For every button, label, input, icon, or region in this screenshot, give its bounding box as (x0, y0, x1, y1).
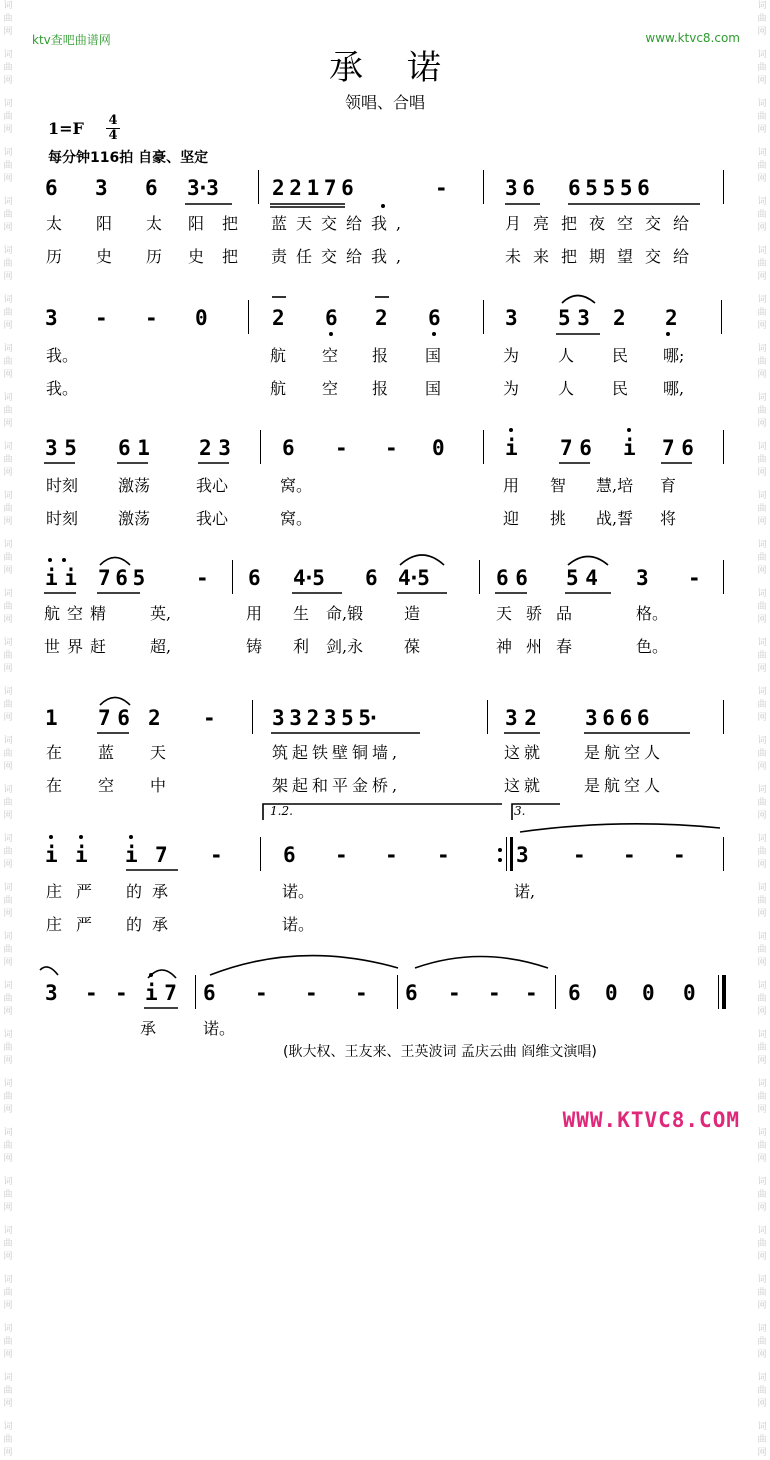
lyric: 造 (404, 604, 421, 623)
lyric: 我。 (46, 346, 79, 365)
lyric: 时刻 (46, 476, 79, 495)
watermark-text: 词 曲 网 (3, 883, 13, 919)
lyric: 是航空人 (584, 776, 665, 795)
lyric: 月亮把夜空交给 (505, 214, 702, 233)
lyric: 哪; (663, 346, 685, 365)
watermark-text: 词 曲 网 (3, 99, 13, 135)
lyric: 太 (146, 214, 163, 233)
lyric: 诺。 (203, 1019, 236, 1038)
notes-row-6 (0, 843, 770, 873)
watermark-text: 词 曲 网 (3, 687, 13, 723)
lyric: 史把 (188, 247, 257, 266)
lyric: 严 (76, 915, 93, 934)
note-group: 6 (365, 566, 378, 590)
note-group: 3 (45, 981, 58, 1005)
note-group: 7 6 (98, 706, 127, 730)
note-group: - (385, 436, 398, 460)
lyric: 剑,永 (326, 637, 364, 656)
watermark-text: 词 曲 网 (757, 736, 767, 772)
notes-row-2 (0, 306, 770, 336)
notes-row-5 (0, 706, 770, 736)
lyric: 航空精 (44, 604, 114, 623)
note-group: - (488, 981, 501, 1005)
tie (415, 957, 548, 969)
note-group: 6 (248, 566, 261, 590)
lyric: 空 (322, 346, 339, 365)
bar-line (252, 700, 253, 734)
lyrics-row-6-verse-1 (0, 879, 770, 903)
note-group: 5 3 (558, 306, 587, 330)
lyric: 的承 (126, 882, 179, 901)
watermark-text: 词 曲 网 (757, 295, 767, 331)
note-group: 6 6 (496, 566, 525, 590)
watermark-text: 词 曲 网 (3, 1, 13, 37)
lyric: 严 (76, 882, 93, 901)
lyric: 神州春 (496, 637, 587, 656)
lyric: 激荡 (118, 476, 151, 495)
note-group: 3 6 (505, 176, 531, 200)
bar-line (260, 430, 261, 464)
note-group: 3 (516, 843, 529, 867)
lyric: 诺, (514, 882, 536, 901)
lyric: 筑起铁壁铜墙, (272, 743, 402, 762)
watermark-text: 词 曲 网 (3, 638, 13, 674)
lyric: 激荡 (118, 509, 151, 528)
lyrics-row-4-verse-1 (0, 601, 770, 625)
watermark-text: 词 曲 网 (757, 1079, 767, 1115)
time-signature-bottom: 4 (106, 128, 120, 143)
bar-line (483, 170, 484, 204)
note-group: - (196, 566, 209, 590)
note-group: - (145, 306, 158, 330)
bar-line (479, 560, 480, 594)
lyrics-row-5-verse-2 (0, 773, 770, 797)
final-bar-line (718, 975, 719, 1009)
bar-line (723, 700, 724, 734)
high-octave-dot (627, 428, 631, 432)
note-group: i (623, 436, 636, 460)
note-group: 2 2 1 7 6 (272, 176, 350, 200)
watermark-text: 词 曲 网 (757, 393, 767, 429)
lyrics-row-6-verse-2 (0, 912, 770, 936)
high-octave-dot (48, 558, 52, 562)
lyric: 迎 (503, 509, 520, 528)
lyric: 葆 (404, 637, 421, 656)
lyric: 时刻 (46, 509, 79, 528)
watermark-text: 词 曲 网 (757, 1226, 767, 1262)
lyric: 我。 (46, 379, 79, 398)
lyric: 格。 (636, 604, 669, 623)
lyric: 未来把期望交给 (505, 247, 702, 266)
note-group: 6 (45, 176, 58, 200)
watermark-text: 词 曲 网 (3, 1226, 13, 1262)
watermark-text: 词 曲 网 (757, 1422, 767, 1458)
lyric: 挑 (550, 509, 567, 528)
lyrics-row-1-verse-2 (0, 244, 770, 268)
watermark-text: 词 曲 网 (3, 246, 13, 282)
note-group: 2 (665, 306, 678, 330)
watermark-text: 词 曲 网 (757, 197, 767, 233)
watermark-text: 词 曲 网 (757, 883, 767, 919)
watermark-text: 词 曲 网 (3, 1128, 13, 1164)
watermark-text: 词 曲 网 (757, 932, 767, 968)
lyric: 历 (146, 247, 163, 266)
lyric: 生 (293, 604, 310, 623)
notes-row-3 (0, 436, 770, 466)
watermark-text: 词 曲 网 (3, 1030, 13, 1066)
lyric: 铸 (246, 637, 263, 656)
note-group: - (115, 981, 128, 1005)
lyric: 庄 (46, 882, 63, 901)
watermark-text: 词 曲 网 (3, 540, 13, 576)
slur (100, 698, 130, 706)
lyric: 报 (372, 379, 389, 398)
lyrics-row-4-verse-2 (0, 634, 770, 658)
bar-line (723, 560, 724, 594)
note-group: 0 (605, 981, 618, 1005)
time-signature (106, 114, 120, 143)
note-group: 6 (405, 981, 418, 1005)
note-group: 3 (95, 176, 108, 200)
lyric: 国 (425, 346, 442, 365)
key-signature: 1=F (48, 119, 84, 138)
lyric: 太 (46, 214, 63, 233)
watermark-text: 词 曲 网 (757, 687, 767, 723)
watermark-text: 词 曲 网 (3, 1275, 13, 1311)
slur (568, 557, 608, 566)
note-group: 2 (148, 706, 161, 730)
note-group: i (125, 843, 138, 867)
watermark-text: 词 曲 网 (3, 442, 13, 478)
tie (520, 824, 720, 832)
volta-bracket-1-2 (263, 804, 502, 820)
lyric: 英, (150, 604, 172, 623)
lyric: 将 (660, 509, 677, 528)
note-group: 0 (432, 436, 445, 460)
note-group: i (75, 843, 88, 867)
high-octave-dot (62, 558, 66, 562)
watermark-text: 词 曲 网 (3, 1422, 13, 1458)
note-group: 4·5 (398, 566, 427, 590)
volta-ending-3: 3. (514, 804, 526, 818)
watermark-text: 词 曲 网 (757, 99, 767, 135)
lyrics-row-3-verse-2 (0, 506, 770, 530)
lyrics-row-5-verse-1 (0, 740, 770, 764)
note-group: - (210, 843, 223, 867)
watermark-text: 词 曲 网 (757, 50, 767, 86)
watermark-text: 词 曲 网 (757, 1128, 767, 1164)
watermark-text: 词 曲 网 (757, 1030, 767, 1066)
note-group: 2 (272, 306, 285, 330)
song-title: 承诺 (329, 48, 485, 88)
note-group: 4·5 (293, 566, 322, 590)
watermark-text: 词 曲 网 (3, 589, 13, 625)
watermark-text: 词 曲 网 (757, 148, 767, 184)
lyric: 蓝天交给我, (271, 214, 411, 233)
repeat-bar-line-thick (510, 837, 513, 871)
footer-site-logo[interactable]: WWW.KTVC8.COM (562, 1108, 740, 1132)
note-group: - (437, 843, 450, 867)
note-group: 1 (45, 706, 58, 730)
note-group: 3 (636, 566, 649, 590)
bar-line (258, 170, 259, 204)
note-group: - (688, 566, 701, 590)
lyric: 用 (246, 604, 263, 623)
lyric: 蓝 (98, 743, 115, 762)
bar-line (195, 975, 196, 1009)
lyric: 为 (503, 379, 520, 398)
watermark-text: 词 曲 网 (3, 491, 13, 527)
lyric: 天 (150, 743, 167, 762)
note-group: 2 (375, 306, 388, 330)
lyric: 利 (293, 637, 310, 656)
lyric: 在 (46, 776, 63, 795)
note-group: i i (45, 566, 74, 590)
note-group: 6 (145, 176, 158, 200)
song-credits: (耿大权、王友来、王英波词 孟庆云曲 阎维文演唱) (283, 1044, 597, 1060)
watermark-text: 词 曲 网 (757, 1373, 767, 1409)
bar-line (397, 975, 398, 1009)
note-group: - (85, 981, 98, 1005)
lyric: 在 (46, 743, 63, 762)
note-group: 0 (683, 981, 696, 1005)
watermark-text: 词 曲 网 (757, 1, 767, 37)
note-group: - (355, 981, 368, 1005)
lyric: 空 (322, 379, 339, 398)
lyric: 阳 (96, 214, 113, 233)
lyric: 超, (150, 637, 172, 656)
watermark-text: 词 曲 网 (757, 344, 767, 380)
bar-line (483, 430, 484, 464)
note-group: 6 (428, 306, 441, 330)
lyric: 史 (96, 247, 113, 266)
note-group: 6 (282, 436, 295, 460)
note-group: - (448, 981, 461, 1005)
bar-line (723, 430, 724, 464)
lyric: 慧,培 (596, 476, 634, 495)
lyric: 色。 (636, 637, 669, 656)
lyric: 用 (503, 476, 520, 495)
note-group: 7 (155, 843, 168, 867)
note-group: 6 1 (118, 436, 147, 460)
lyric: 我心 (196, 509, 229, 528)
high-octave-dot (79, 835, 83, 839)
watermark-text: 词 曲 网 (3, 785, 13, 821)
lyric: 承 (140, 1019, 157, 1038)
watermark-text: 词 曲 网 (757, 785, 767, 821)
lyric: 战,誓 (596, 509, 634, 528)
watermark-text: 词 曲 网 (757, 589, 767, 625)
lyric: 智 (550, 476, 567, 495)
watermark-text: 词 曲 网 (757, 442, 767, 478)
watermark-text: 词 曲 网 (3, 50, 13, 86)
note-group: 6 (203, 981, 216, 1005)
tempo-marking: 每分钟116拍 自豪、坚定 (48, 150, 209, 166)
lyric: 国 (425, 379, 442, 398)
bar-line (721, 300, 722, 334)
high-octave-dot (149, 973, 153, 977)
lyric: 报 (372, 346, 389, 365)
lyric: 窝。 (280, 509, 313, 528)
bar-line (555, 975, 556, 1009)
volta-ending-1-2: 1.2. (270, 804, 293, 818)
note-group: - (385, 843, 398, 867)
lyric: 阳把 (188, 214, 257, 233)
lyric: 历 (46, 247, 63, 266)
notes-row-4 (0, 566, 770, 596)
note-group: - (573, 843, 586, 867)
lyric: 的承 (126, 915, 179, 934)
watermark-text: 词 曲 网 (757, 540, 767, 576)
watermark-text: 词 曲 网 (3, 197, 13, 233)
slur (400, 555, 444, 565)
lyric: 为 (503, 346, 520, 365)
site-name-left[interactable]: ktv查吧曲谱网 (32, 33, 111, 47)
lyric: 人 (558, 379, 575, 398)
watermark-text: 词 曲 网 (757, 1275, 767, 1311)
note-group: - (255, 981, 268, 1005)
watermark-text: 词 曲 网 (757, 981, 767, 1017)
lyric: 架起和平金桥, (272, 776, 402, 795)
note-group: 3 (505, 306, 518, 330)
note-group: i (45, 843, 58, 867)
lyric: 天骄品 (496, 604, 587, 623)
repeat-bar-line (506, 837, 507, 871)
note-group: i (505, 436, 518, 460)
note-group: 3 3 2 3 5 5· (272, 706, 376, 730)
note-group: 3 6 6 6 (585, 706, 646, 730)
note-group: 6 (568, 981, 581, 1005)
lyrics-row-2-verse-2 (0, 376, 770, 400)
note-group: - (525, 981, 538, 1005)
watermark-text: 词 曲 网 (3, 981, 13, 1017)
lyrics-row-2-verse-1 (0, 343, 770, 367)
note-group: 3 (45, 306, 58, 330)
watermark-text: 词 曲 网 (3, 393, 13, 429)
note-group: 3·3 (187, 176, 216, 200)
note-group: 7 6 (560, 436, 589, 460)
watermark-text: 词 曲 网 (3, 1373, 13, 1409)
note-group: 0 (642, 981, 655, 1005)
high-octave-dot (129, 835, 133, 839)
lyric: 民 (612, 379, 629, 398)
lyric: 空 (98, 776, 115, 795)
slur (148, 970, 176, 978)
lyric: 这就 (504, 743, 545, 762)
lyrics-row-1-verse-1 (0, 211, 770, 235)
lyric: 航 (270, 379, 287, 398)
note-group: 2 (613, 306, 626, 330)
bar-line (260, 837, 261, 871)
lyric: 世界赶 (44, 637, 114, 656)
lyric: 这就 (504, 776, 545, 795)
lyrics-row-7-verse-1 (0, 1016, 770, 1040)
lyric: 航 (270, 346, 287, 365)
watermark-text: 词 曲 网 (3, 932, 13, 968)
slur (562, 296, 595, 304)
watermark-text: 词 曲 网 (3, 295, 13, 331)
note-group: 7 6 5 (98, 566, 142, 590)
note-group: - (623, 843, 636, 867)
watermark-text: 词 曲 网 (3, 148, 13, 184)
notes-row-1 (0, 176, 770, 206)
watermark-text: 词 曲 网 (757, 491, 767, 527)
time-signature-top: 4 (108, 113, 118, 128)
slur (100, 558, 130, 566)
tie (210, 956, 398, 975)
bar-line (483, 300, 484, 334)
lyric: 哪, (663, 379, 685, 398)
note-group: i 7 (145, 981, 174, 1005)
watermark-text: 词 曲 网 (757, 1177, 767, 1213)
note-group: 0 (195, 306, 208, 330)
bar-line (232, 560, 233, 594)
lyric: 中 (150, 776, 167, 795)
lyric: 窝。 (280, 476, 313, 495)
lyrics-row-3-verse-1 (0, 473, 770, 497)
watermark-text: 词 曲 网 (3, 1177, 13, 1213)
final-bar-line-thick (722, 975, 726, 1009)
lyric: 育 (660, 476, 677, 495)
note-group: - (335, 436, 348, 460)
watermark-text: 词 曲 网 (757, 834, 767, 870)
lyric: 责任交给我, (271, 247, 411, 266)
note-group: - (305, 981, 318, 1005)
bar-line (248, 300, 249, 334)
lyric: 命,锻 (326, 604, 364, 623)
lyric: 诺。 (282, 882, 315, 901)
note-group: - (203, 706, 216, 730)
note-group: 2 3 (199, 436, 228, 460)
watermark-text: 词 曲 网 (3, 1324, 13, 1360)
note-group: 6 (283, 843, 296, 867)
watermark-text: 词 曲 网 (3, 736, 13, 772)
note-group: 7 6 (662, 436, 691, 460)
note-group: - (335, 843, 348, 867)
watermark-text: 词 曲 网 (757, 246, 767, 282)
song-subtitle: 领唱、合唱 (344, 93, 425, 112)
watermark-text: 词 曲 网 (757, 638, 767, 674)
lyric: 诺。 (282, 915, 315, 934)
notes-row-7 (0, 981, 770, 1011)
lyric: 人 (558, 346, 575, 365)
watermark-text: 词 曲 网 (3, 834, 13, 870)
lyric: 民 (612, 346, 629, 365)
note-group: 3 5 (45, 436, 74, 460)
note-group: - (673, 843, 686, 867)
bar-line (723, 837, 724, 871)
lyric: 我心 (196, 476, 229, 495)
note-group: - (95, 306, 108, 330)
bar-line (487, 700, 488, 734)
note-group: 5 4 (566, 566, 595, 590)
watermark-text: 词 曲 网 (757, 1324, 767, 1360)
note-group: 6 (325, 306, 338, 330)
lyric: 是航空人 (584, 743, 665, 762)
lyric: 庄 (46, 915, 63, 934)
high-octave-dot (49, 835, 53, 839)
tie (40, 967, 58, 975)
bar-line (723, 170, 724, 204)
note-group: - (435, 176, 448, 200)
watermark-text: 词 曲 网 (3, 1079, 13, 1115)
high-octave-dot (509, 428, 513, 432)
note-group: 3 2 (505, 706, 534, 730)
site-url-right[interactable]: www.ktvc8.com (645, 31, 740, 45)
note-group: 6 5 5 5 6 (568, 176, 646, 200)
watermark-text: 词 曲 网 (3, 344, 13, 380)
